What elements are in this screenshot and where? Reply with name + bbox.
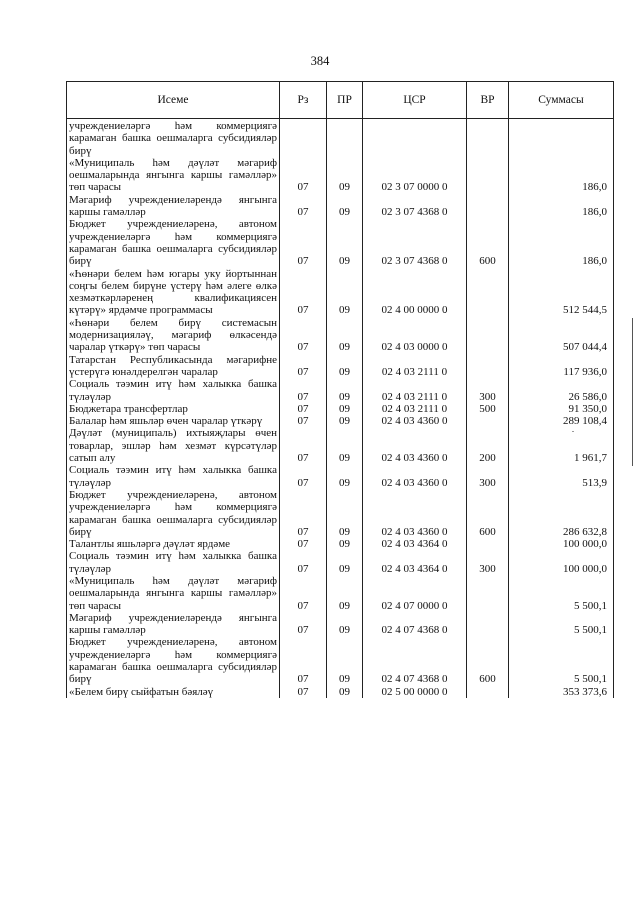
- row-rz-cell: 07: [280, 268, 327, 317]
- table-row: [67, 218, 614, 267]
- row-pr-cell: [327, 119, 363, 157]
- row-csr-cell: 02 3 07 4368 0: [363, 218, 467, 267]
- row-sum-cell: 186,0: [509, 218, 614, 267]
- row-vr-cell: [467, 317, 509, 354]
- row-name-cell: Балалар һәм яшьләр өчен чаралар үткәрү: [67, 415, 280, 427]
- row-csr-cell: 02 4 07 0000 0: [363, 575, 467, 612]
- row-vr-cell: [467, 575, 509, 612]
- row-vr-cell: [467, 354, 509, 379]
- row-pr-cell: 09: [327, 550, 363, 575]
- row-rz-cell: 07: [280, 403, 327, 415]
- table-row: [67, 354, 614, 379]
- table-header-row: [67, 82, 614, 119]
- row-sum-cell: 100 000,0: [509, 538, 614, 550]
- row-rz-cell: 07: [280, 427, 327, 464]
- row-vr-cell: 200: [467, 427, 509, 464]
- row-pr-cell: 09: [327, 612, 363, 637]
- table-row: [67, 464, 614, 489]
- row-csr-cell: 02 4 03 4364 0: [363, 550, 467, 575]
- row-vr-cell: [467, 538, 509, 550]
- table-row: [67, 636, 614, 685]
- row-name-cell: Бюджет учреждениеләренә, автоном учреждениеләргә һәм коммерциягә карамаган башка оешмаларга субсидияләр бирү: [67, 489, 280, 538]
- row-csr-cell: 02 4 03 4360 0: [363, 415, 467, 427]
- table-row: [67, 427, 614, 464]
- row-name-cell: Бюджет учреждениеләренә, автоном учреждениеләргә һәм коммерциягә карамаган башка оешмаларга субсидияләр бирү: [67, 636, 280, 685]
- row-csr-cell: 02 5 00 0000 0: [363, 686, 467, 698]
- row-rz-cell: 07: [280, 575, 327, 612]
- row-sum-cell: 289 108,4: [509, 415, 614, 427]
- row-csr-cell: 02 4 03 2111 0: [363, 354, 467, 379]
- table-row: [67, 612, 614, 637]
- row-sum-cell: 513,9: [509, 464, 614, 489]
- row-sum-cell: 186,0: [509, 194, 614, 219]
- row-name-cell: Мәгариф учреждениеләрендә янгынга каршы гамәлләр: [67, 194, 280, 219]
- row-pr-cell: 09: [327, 218, 363, 267]
- row-pr-cell: 09: [327, 636, 363, 685]
- row-rz-cell: 07: [280, 415, 327, 427]
- row-pr-cell: 09: [327, 157, 363, 194]
- row-pr-cell: 09: [327, 194, 363, 219]
- row-vr-cell: 500: [467, 403, 509, 415]
- row-name-cell: Социаль тәэмин итү һәм халыкка башка түләүләр: [67, 378, 280, 403]
- row-rz-cell: 07: [280, 218, 327, 267]
- row-sum-cell: 91 350,0: [509, 403, 614, 415]
- row-vr-cell: [467, 612, 509, 637]
- table-row: [67, 317, 614, 354]
- row-sum-cell: 353 373,6: [509, 686, 614, 698]
- row-csr-cell: 02 4 03 4360 0: [363, 464, 467, 489]
- row-name-cell: учреждениеләргә һәм коммерциягә карамаган башка оешмаларга субсидияләр бирү: [67, 119, 280, 157]
- row-rz-cell: 07: [280, 317, 327, 354]
- table-row: [67, 575, 614, 612]
- row-pr-cell: 09: [327, 489, 363, 538]
- row-rz-cell: 07: [280, 378, 327, 403]
- row-pr-cell: 09: [327, 268, 363, 317]
- row-name-cell: Социаль тәэмин итү һәм халыкка башка түләүләр: [67, 550, 280, 575]
- row-name-cell: «Муниципаль һәм дәүләт мәгариф оешмаларында янгынга каршы гамәлләр» төп чарасы: [67, 157, 280, 194]
- table-row: [67, 378, 614, 403]
- col-header-name: Исеме: [67, 82, 280, 119]
- row-vr-cell: 300: [467, 464, 509, 489]
- row-vr-cell: 600: [467, 489, 509, 538]
- row-sum-cell: 117 936,0: [509, 354, 614, 379]
- table-row: [67, 194, 614, 219]
- row-vr-cell: [467, 686, 509, 698]
- row-vr-cell: [467, 194, 509, 219]
- row-rz-cell: 07: [280, 194, 327, 219]
- row-vr-cell: 600: [467, 636, 509, 685]
- row-rz-cell: 07: [280, 354, 327, 379]
- row-pr-cell: 09: [327, 464, 363, 489]
- row-rz-cell: 07: [280, 686, 327, 698]
- row-csr-cell: 02 4 07 4368 0: [363, 636, 467, 685]
- row-name-cell: Бюджет учреждениеләренә, автоном учреждениеләргә һәм коммерциягә карамаган башка оешмаларга субсидияләр бирү: [67, 218, 280, 267]
- row-rz-cell: [280, 119, 327, 157]
- row-sum-cell: 186,0: [509, 157, 614, 194]
- row-vr-cell: 300: [467, 378, 509, 403]
- row-rz-cell: 07: [280, 489, 327, 538]
- table-body: [67, 119, 614, 698]
- row-sum-cell: 507 044,4: [509, 317, 614, 354]
- row-csr-cell: 02 3 07 4368 0: [363, 194, 467, 219]
- row-sum-cell: 286 632,8: [509, 489, 614, 538]
- table-row: [67, 686, 614, 698]
- row-csr-cell: 02 4 03 4364 0: [363, 538, 467, 550]
- table-row: [67, 157, 614, 194]
- table-row: [67, 268, 614, 317]
- row-sum-cell: 5 500,1: [509, 575, 614, 612]
- row-name-cell: Социаль тәэмин итү һәм халыкка башка түләүләр: [67, 464, 280, 489]
- row-csr-cell: 02 4 07 4368 0: [363, 612, 467, 637]
- row-pr-cell: 09: [327, 403, 363, 415]
- row-vr-cell: [467, 119, 509, 157]
- row-name-cell: «Һөнәри белем һәм югары уку йортыннан соңгы белем бирүне үстерү һәм әлеге өлкә хезмәткәрләренең квалификациясен күтәрү» ярдәмче программасы: [67, 268, 280, 317]
- row-csr-cell: 02 4 03 2111 0: [363, 378, 467, 403]
- row-rz-cell: 07: [280, 464, 327, 489]
- row-rz-cell: 07: [280, 157, 327, 194]
- col-header-vr: ВР: [467, 82, 509, 119]
- table-row: [67, 489, 614, 538]
- page-number: 384: [310, 54, 330, 68]
- table-row: [67, 403, 614, 415]
- table-row: [67, 415, 614, 427]
- row-vr-cell: 600: [467, 218, 509, 267]
- row-csr-cell: 02 4 03 0000 0: [363, 317, 467, 354]
- row-sum-cell: 5 500,1: [509, 636, 614, 685]
- row-vr-cell: 300: [467, 550, 509, 575]
- row-pr-cell: 09: [327, 378, 363, 403]
- col-header-pr: ПР: [327, 82, 363, 119]
- budget-table: [66, 81, 614, 698]
- row-csr-cell: 02 4 03 2111 0: [363, 403, 467, 415]
- row-name-cell: Татарстан Республикасында мәгарифне үстерүгә юнәлдерелгән чаралар: [67, 354, 280, 379]
- row-name-cell: Дәүләт (муниципаль) ихтыяҗлары өчен товарлар, эшләр һәм хезмәт күрсәтүләр сатып алу: [67, 427, 280, 464]
- row-csr-cell: 02 3 07 0000 0: [363, 157, 467, 194]
- col-header-rz: Рз: [280, 82, 327, 119]
- row-name-cell: «Һөнәри белем бирү системасын модернизацияләү, мәгариф өлкәсендә чаралар үткәрү» төп чарасы: [67, 317, 280, 354]
- row-pr-cell: 09: [327, 317, 363, 354]
- row-csr-cell: [363, 119, 467, 157]
- row-rz-cell: 07: [280, 550, 327, 575]
- scan-edge-line: [632, 318, 633, 466]
- row-pr-cell: 09: [327, 415, 363, 427]
- row-name-cell: Талантлы яшьләргә дәүләт ярдәме: [67, 538, 280, 550]
- row-pr-cell: 09: [327, 575, 363, 612]
- row-name-cell: Мәгариф учреждениеләрендә янгынга каршы гамәлләр: [67, 612, 280, 637]
- row-rz-cell: 07: [280, 612, 327, 637]
- col-header-csr: ЦСР: [363, 82, 467, 119]
- row-csr-cell: 02 4 03 4360 0: [363, 427, 467, 464]
- row-sum-cell: 26 586,0: [509, 378, 614, 403]
- row-pr-cell: 09: [327, 427, 363, 464]
- row-vr-cell: [467, 268, 509, 317]
- row-name-cell: «Белем бирү сыйфатын бәяләү: [67, 686, 280, 698]
- row-rz-cell: 07: [280, 636, 327, 685]
- row-csr-cell: 02 4 03 4360 0: [363, 489, 467, 538]
- row-vr-cell: [467, 415, 509, 427]
- row-sum-cell: 100 000,0: [509, 550, 614, 575]
- row-vr-cell: [467, 157, 509, 194]
- row-sum-cell: 1 961,7: [509, 427, 614, 464]
- row-pr-cell: 09: [327, 354, 363, 379]
- row-sum-cell: 5 500,1: [509, 612, 614, 637]
- row-pr-cell: 09: [327, 538, 363, 550]
- row-csr-cell: 02 4 00 0000 0: [363, 268, 467, 317]
- row-rz-cell: 07: [280, 538, 327, 550]
- row-sum-cell: 512 544,5: [509, 268, 614, 317]
- col-header-sum: Суммасы: [509, 82, 614, 119]
- row-pr-cell: 09: [327, 686, 363, 698]
- table-row: [67, 538, 614, 550]
- table-row: [67, 550, 614, 575]
- row-name-cell: «Муниципаль һәм дәүләт мәгариф оешмаларында янгынга каршы гамәлләр» төп чарасы: [67, 575, 280, 612]
- row-sum-cell: [509, 119, 614, 157]
- row-name-cell: Бюджетара трансфертлар: [67, 403, 280, 415]
- table-row: [67, 119, 614, 157]
